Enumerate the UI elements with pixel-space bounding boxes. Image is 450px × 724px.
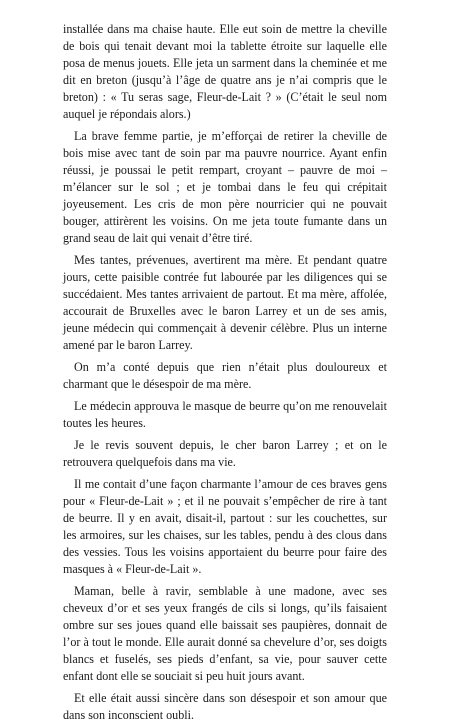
paragraph-baron-larrey: Je le revis souvent depuis, le cher baron Larrey ; et on le retrouvera quelquefois dans ma vie. <box>63 438 387 469</box>
paragraph-butter-everywhere: Il me contait d’une façon charmante l’amour de ces braves gens pour « Fleur-de-Lait » ; et il ne pouvait s’empêcher de rire à tant de beurre. Il y en avait, disait-il, partout : sur les couchettes, sur les armoires, sur les chaises, sur les tables, pendu à des clous dans des vessies. Tous les voisins apportaient du beurre pour faire des masques à « Fleur-de-Lait ». <box>63 477 387 576</box>
paragraph-butter-mask: Le médecin approuva le masque de beurre qu’on me renouvelait toutes les heures. <box>63 399 387 430</box>
paragraph-continuation: installée dans ma chaise haute. Elle eut soin de mettre la cheville de bois qui tenait devant moi la tablette étroite sur laquelle elle posa de menus jouets. Elle jeta un sarment dans la cheminée et me dit en breton (jusqu’à l’âge de quatre ans je n’ai compris que le breton) : « Tu seras sage, Fleur-de-Lait ? » (C’était le seul nom auquel je répondais alors.) <box>63 22 387 121</box>
document-page <box>63 21 387 724</box>
paragraph-aunts-arrive: Mes tantes, prévenues, avertirent ma mère. Et pendant quatre jours, cette paisible contrée fut labourée par les diligences qui se succédaient. Mes tantes arrivaient de partout. Et ma mère, affolée, accourait de Bruxelles avec le baron Larrey et un de ses amis, jeune médecin qui commençait à devenir célèbre. Plus un interne amené par le baron Larrey. <box>63 253 387 352</box>
paragraph-maman: Maman, belle à ravir, semblable à une madone, avec ses cheveux d’or et ses yeux frangés de cils si longs, qu’ils faisaient ombre sur ses joues quand elle baissait ses paupières, donnait de l’or à tout le monde. Elle aurait donné sa chevelure d’or, ses doigts blancs et fuselés, ses pieds d’enfant, sa vie, pour sauver cette enfant dont elle se souciait si peu huit jours avant. <box>63 584 387 683</box>
paragraph-fall-into-fire: La brave femme partie, je m’efforçai de retirer la cheville de bois mise avec tant de soin par ma pauvre nourrice. Ayant enfin réussi, je poussai le petit rempart, croyant – pauvre de moi – m’élancer sur le sol ; et je tombai dans le feu qui crépitait joyeusement. Les cris de mon père nourricier qui ne pouvait bouger, attirèrent les voisins. On me jeta toute fumante dans un grand seau de lait qui venait d’être tiré. <box>63 129 387 245</box>
paragraph-mother-despair: On m’a conté depuis que rien n’était plus douloureux et charmant que le désespoir de ma mère. <box>63 360 387 391</box>
paragraph-sincere: Et elle était aussi sincère dans son désespoir et son amour que dans son inconscient oubli. <box>63 691 387 722</box>
